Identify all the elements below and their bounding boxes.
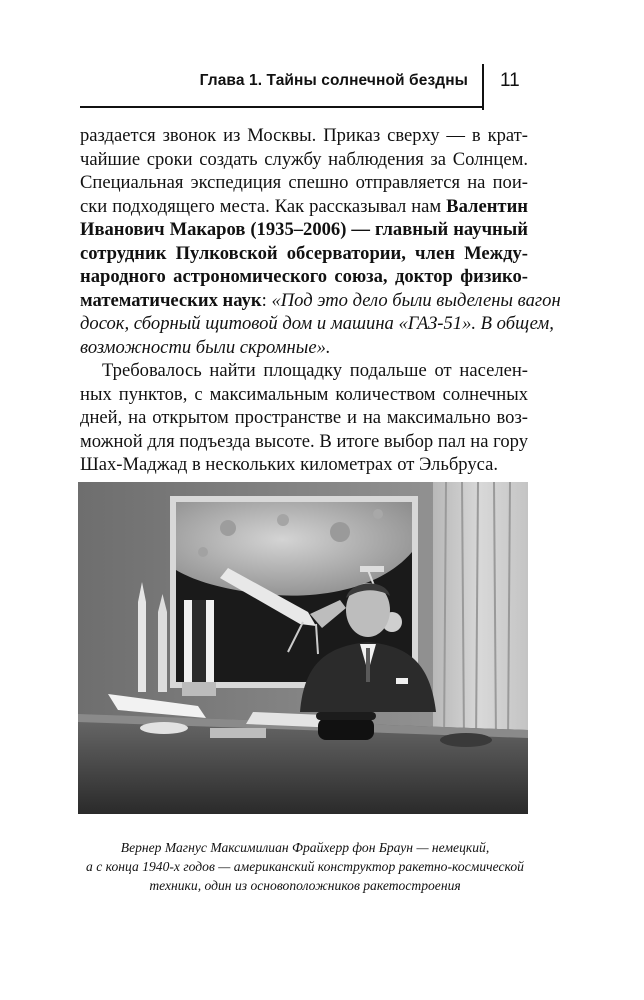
text-line: Специальная экспедиция спешно отправляется на пои- — [80, 172, 528, 193]
header-vertical-rule — [482, 64, 484, 110]
page-number: 11 — [500, 70, 520, 91]
bold-run: математических наук — [80, 289, 262, 311]
paragraph-2 — [80, 359, 528, 477]
text-line: чайшие сроки создать службу наблюдения за Солнцем. — [80, 148, 528, 170]
text-line — [80, 195, 528, 219]
photo-von-braun — [78, 482, 528, 814]
photo-caption — [80, 838, 530, 895]
body-text — [80, 124, 561, 477]
text-line: можной для подъезда высоте. В итоге выбор пал на гору — [80, 430, 528, 452]
text-line: Иванович Макаров (1935–2006) — главный научный — [80, 219, 528, 240]
caption-line: техники, один из основоположников ракетостроения — [149, 878, 461, 893]
text-run: ски подходящего места. Как рассказывал нам — [80, 195, 447, 217]
chapter-title: Глава 1. Тайны солнечной бездны — [199, 72, 468, 89]
text-line: досок, сборный щитовой дом и машина «ГАЗ-51». В общем, — [80, 313, 554, 334]
bold-name: Валентин — [446, 195, 528, 217]
caption-line: Вернер Магнус Максимилиан Фрайхерр фон Браун — немецкий, — [120, 840, 490, 855]
quote-run: «Под это дело были выделены вагон — [271, 289, 561, 311]
text-line: народного астрономического союза, доктор физико- — [80, 266, 528, 287]
text-line: раздается звонок из Москвы. Приказ сверху — в крат- — [80, 125, 528, 146]
text-run: : — [261, 289, 272, 311]
text-line: возможности были скромные». — [80, 336, 331, 358]
text-line — [80, 289, 561, 313]
caption-line: а с конца 1940-х годов — американский конструктор ракетно-космической — [86, 859, 524, 874]
text-line: Требовалось найти площадку подальше от населен- — [102, 360, 528, 381]
text-line: сотрудник Пулковской обсерватории, член Между- — [80, 242, 528, 264]
paragraph-1 — [80, 124, 561, 359]
text-line: ных пунктов, с максимальным количеством солнечных — [80, 383, 528, 405]
text-line: Шах-Маджад в нескольких километрах от Эльбруса. — [80, 454, 499, 475]
text-line: дней, на открытом пространстве и на максимально воз- — [80, 407, 528, 428]
header-horizontal-rule — [80, 106, 484, 108]
